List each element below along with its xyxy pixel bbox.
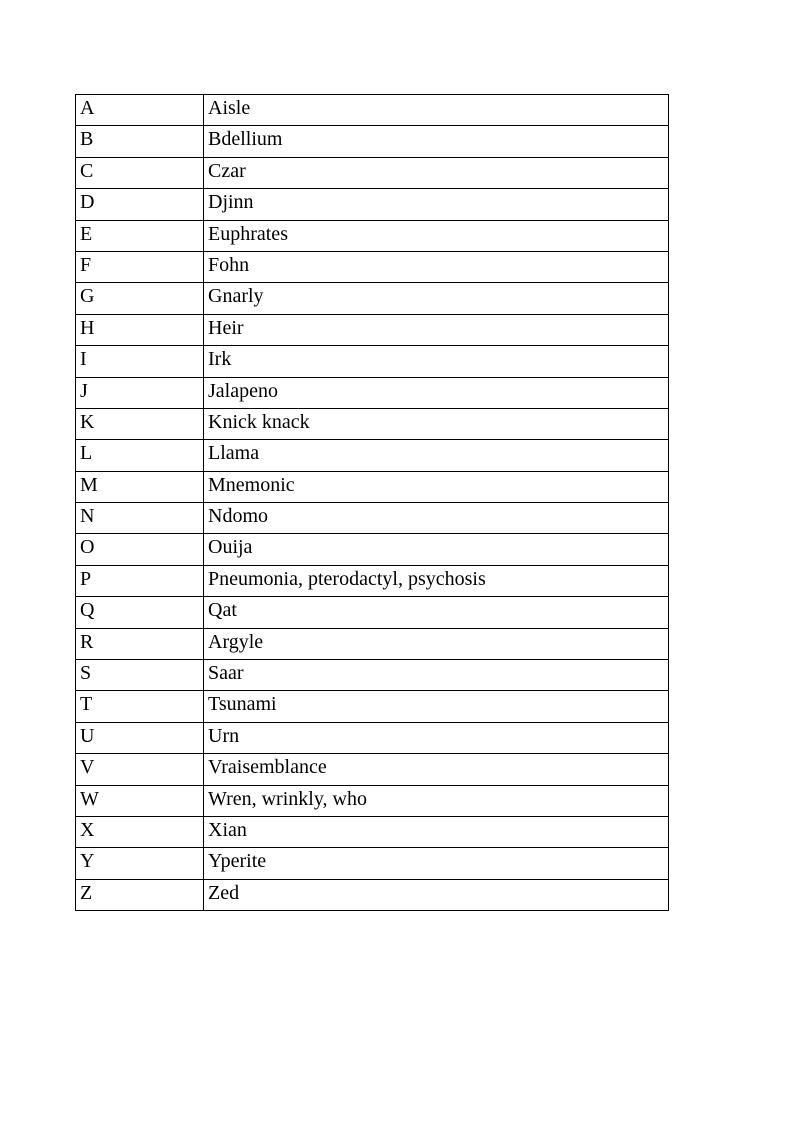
- letter-cell: A: [76, 95, 204, 126]
- table-row: [76, 754, 669, 785]
- word-cell: Zed: [204, 879, 669, 910]
- letter-cell: Z: [76, 879, 204, 910]
- letter-cell: F: [76, 251, 204, 282]
- word-cell: Czar: [204, 157, 669, 188]
- table-row: [76, 95, 669, 126]
- word-cell: Tsunami: [204, 691, 669, 722]
- word-cell: Aisle: [204, 95, 669, 126]
- table-row: [76, 157, 669, 188]
- table-row: [76, 471, 669, 502]
- table-row: [76, 848, 669, 879]
- letter-cell: P: [76, 565, 204, 596]
- table-row: [76, 408, 669, 439]
- letter-cell: R: [76, 628, 204, 659]
- table-row: [76, 565, 669, 596]
- word-cell: Vraisemblance: [204, 754, 669, 785]
- table-row: [76, 220, 669, 251]
- letter-cell: M: [76, 471, 204, 502]
- word-cell: Llama: [204, 440, 669, 471]
- letter-cell: H: [76, 314, 204, 345]
- word-cell: Qat: [204, 597, 669, 628]
- letter-cell: L: [76, 440, 204, 471]
- table-row: [76, 597, 669, 628]
- letter-cell: V: [76, 754, 204, 785]
- table-row: [76, 628, 669, 659]
- word-cell: Wren, wrinkly, who: [204, 785, 669, 816]
- word-cell: Pneumonia, pterodactyl, psychosis: [204, 565, 669, 596]
- word-cell: Ndomo: [204, 503, 669, 534]
- table-row: [76, 314, 669, 345]
- letter-cell: O: [76, 534, 204, 565]
- word-cell: Bdellium: [204, 126, 669, 157]
- word-cell: Urn: [204, 722, 669, 753]
- table-row: [76, 346, 669, 377]
- word-cell: Irk: [204, 346, 669, 377]
- word-cell: Argyle: [204, 628, 669, 659]
- table-row: [76, 189, 669, 220]
- letter-cell: U: [76, 722, 204, 753]
- table-row: [76, 879, 669, 910]
- letter-cell: G: [76, 283, 204, 314]
- table-row: [76, 503, 669, 534]
- table-row: [76, 440, 669, 471]
- letter-cell: Y: [76, 848, 204, 879]
- letter-cell: W: [76, 785, 204, 816]
- word-cell: Mnemonic: [204, 471, 669, 502]
- letter-cell: X: [76, 816, 204, 847]
- table-row: [76, 283, 669, 314]
- table-row: [76, 377, 669, 408]
- table-row: [76, 816, 669, 847]
- table-row: [76, 660, 669, 691]
- table-row: [76, 722, 669, 753]
- letter-cell: C: [76, 157, 204, 188]
- table-row: [76, 126, 669, 157]
- letter-cell: T: [76, 691, 204, 722]
- table-row: [76, 534, 669, 565]
- word-cell: Ouija: [204, 534, 669, 565]
- letter-cell: B: [76, 126, 204, 157]
- word-cell: Jalapeno: [204, 377, 669, 408]
- letter-cell: I: [76, 346, 204, 377]
- word-cell: Gnarly: [204, 283, 669, 314]
- word-cell: Fohn: [204, 251, 669, 282]
- letter-cell: S: [76, 660, 204, 691]
- letter-cell: D: [76, 189, 204, 220]
- word-cell: Knick knack: [204, 408, 669, 439]
- letter-cell: E: [76, 220, 204, 251]
- table-body: [76, 95, 669, 911]
- word-cell: Euphrates: [204, 220, 669, 251]
- word-cell: Xian: [204, 816, 669, 847]
- letter-cell: K: [76, 408, 204, 439]
- letter-word-table: [75, 94, 669, 911]
- table-row: [76, 691, 669, 722]
- table-row: [76, 251, 669, 282]
- letter-cell: J: [76, 377, 204, 408]
- letter-cell: Q: [76, 597, 204, 628]
- word-cell: Heir: [204, 314, 669, 345]
- word-cell: Saar: [204, 660, 669, 691]
- letter-cell: N: [76, 503, 204, 534]
- table-row: [76, 785, 669, 816]
- word-cell: Djinn: [204, 189, 669, 220]
- word-cell: Yperite: [204, 848, 669, 879]
